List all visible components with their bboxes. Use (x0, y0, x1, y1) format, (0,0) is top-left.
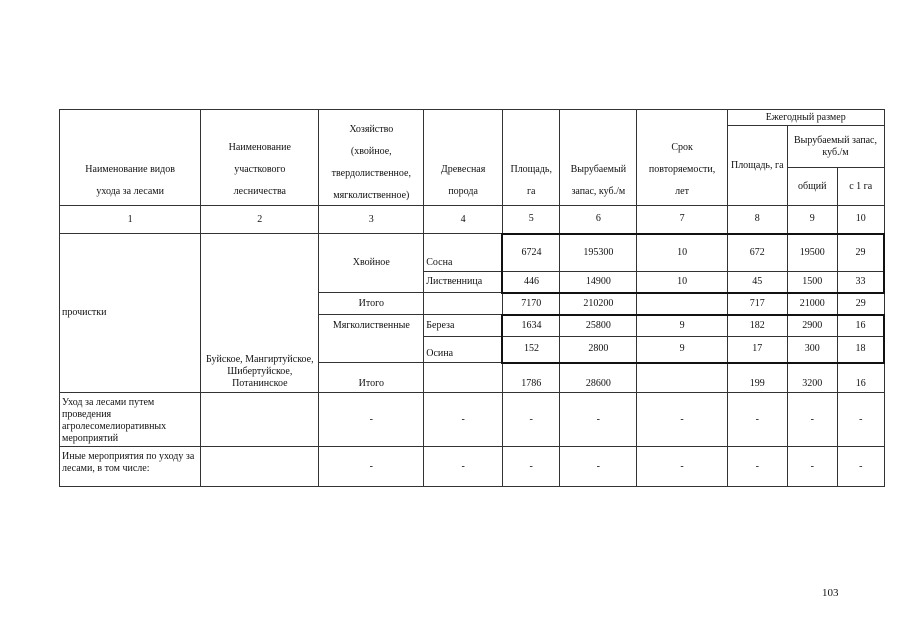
farm-cell (319, 337, 424, 363)
annual-area-cell: 717 (727, 293, 787, 315)
forest-care-table (59, 109, 885, 487)
value-cell: - (837, 393, 884, 447)
value-cell: - (319, 447, 424, 487)
value-cell: - (727, 393, 787, 447)
stock-per-ha-cell: 16 (837, 315, 884, 337)
value-cell: - (787, 447, 837, 487)
header-stock-total: общий (787, 168, 837, 206)
forestry-cell (201, 393, 319, 447)
forestry-cell (201, 447, 319, 487)
stock-per-ha-cell: 29 (837, 234, 884, 272)
stock-cell: 14900 (560, 272, 637, 293)
stock-total-cell: 21000 (787, 293, 837, 315)
column-number: 4 (424, 206, 503, 234)
value-cell: - (560, 393, 637, 447)
species-cell (424, 363, 503, 393)
header-annual-area: Площадь, га (727, 126, 787, 206)
stock-total-cell: 3200 (787, 363, 837, 393)
care-type-cleaning: прочистки (60, 234, 201, 393)
area-cell: 446 (502, 272, 560, 293)
period-cell (637, 293, 728, 315)
period-cell: 9 (637, 315, 728, 337)
area-cell: 152 (502, 337, 560, 363)
value-cell: - (560, 447, 637, 487)
header-stock: Вырубаемый запас, куб./м (560, 110, 637, 206)
stock-cell: 210200 (560, 293, 637, 315)
care-type-agro: Уход за лесами путем проведения агролесомелиоративных мероприятий (60, 393, 201, 447)
stock-per-ha-cell: 16 (837, 363, 884, 393)
column-number: 10 (837, 206, 884, 234)
species-cell: Лиственница (424, 272, 503, 293)
header-forestry: Наименование участкового лесничества (201, 110, 319, 206)
stock-cell: 25800 (560, 315, 637, 337)
column-number: 1 (60, 206, 201, 234)
annual-area-cell: 199 (727, 363, 787, 393)
column-number: 2 (201, 206, 319, 234)
stock-total-cell: 1500 (787, 272, 837, 293)
value-cell: - (637, 447, 728, 487)
species-cell: Береза (424, 315, 503, 337)
care-type-other: Иные мероприятия по уходу за лесами, в том числе: (60, 447, 201, 487)
header-period: Срок повторяемости, лет (637, 110, 728, 206)
column-number: 6 (560, 206, 637, 234)
header-annual-size: Ежегодный размер (727, 110, 884, 126)
area-cell: 7170 (502, 293, 560, 315)
page-number: 103 (822, 587, 839, 599)
species-cell: Осина (424, 337, 503, 363)
forestry-names: Буйское, Мангиртуйское, Шибертуйское, Потанинское (201, 234, 319, 393)
value-cell: - (424, 393, 503, 447)
subtotal-label: Итого (319, 363, 424, 393)
area-cell: 1634 (502, 315, 560, 337)
area-cell: 6724 (502, 234, 560, 272)
column-numbers-row (60, 206, 885, 234)
header-area: Площадь, га (502, 110, 560, 206)
species-cell (424, 293, 503, 315)
area-cell: 1786 (502, 363, 560, 393)
column-number: 3 (319, 206, 424, 234)
species-cell: Сосна (424, 234, 503, 272)
stock-total-cell: 300 (787, 337, 837, 363)
column-number: 8 (727, 206, 787, 234)
value-cell: - (837, 447, 884, 487)
value-cell: - (727, 447, 787, 487)
column-number: 9 (787, 206, 837, 234)
stock-cell: 28600 (560, 363, 637, 393)
stock-per-ha-cell: 29 (837, 293, 884, 315)
value-cell: - (502, 447, 560, 487)
annual-area-cell: 45 (727, 272, 787, 293)
header-species: Древесная порода (424, 110, 503, 206)
table-row (60, 393, 885, 447)
header-farm: Хозяйство (хвойное, твердолиственное, мягколиственное) (319, 110, 424, 206)
subtotal-label: Итого (319, 293, 424, 315)
annual-area-cell: 182 (727, 315, 787, 337)
period-cell: 10 (637, 272, 728, 293)
stock-cell: 195300 (560, 234, 637, 272)
stock-per-ha-cell: 18 (837, 337, 884, 363)
value-cell: - (319, 393, 424, 447)
stock-per-ha-cell: 33 (837, 272, 884, 293)
stock-total-cell: 19500 (787, 234, 837, 272)
farm-cell: Хвойное (319, 234, 424, 272)
header-type-of-care: Наименование видов ухода за лесами (60, 110, 201, 206)
value-cell: - (424, 447, 503, 487)
value-cell: - (637, 393, 728, 447)
annual-area-cell: 17 (727, 337, 787, 363)
farm-cell (319, 272, 424, 293)
stock-cell: 2800 (560, 337, 637, 363)
period-cell: 10 (637, 234, 728, 272)
farm-cell: Мягколиственные (319, 315, 424, 337)
value-cell: - (502, 393, 560, 447)
period-cell: 9 (637, 337, 728, 363)
stock-total-cell: 2900 (787, 315, 837, 337)
header-stock-per-ha: с 1 га (837, 168, 884, 206)
table-row (60, 447, 885, 487)
header-annual-stock: Вырубаемый запас, куб./м (787, 126, 884, 168)
value-cell: - (787, 393, 837, 447)
column-number: 7 (637, 206, 728, 234)
table-row (60, 234, 885, 272)
annual-area-cell: 672 (727, 234, 787, 272)
period-cell (637, 363, 728, 393)
column-number: 5 (502, 206, 560, 234)
